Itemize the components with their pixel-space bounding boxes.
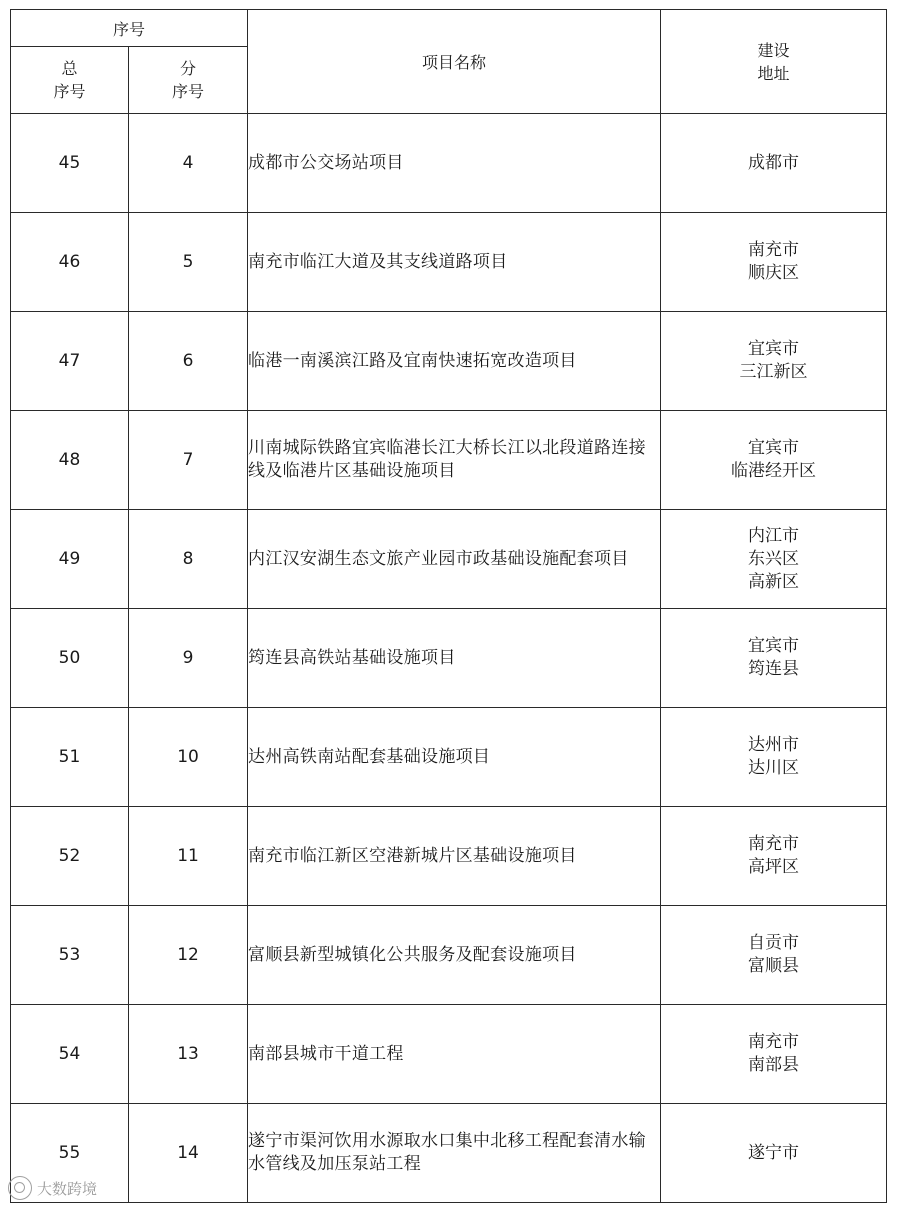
- table-row: [11, 708, 887, 807]
- sub-seq-cell: 13: [129, 1005, 248, 1104]
- brand-logo-icon: [8, 1176, 32, 1200]
- table-row: [11, 1104, 887, 1203]
- total-seq-cell: 45: [11, 114, 129, 213]
- sub-seq-cell: 7: [129, 411, 248, 510]
- watermark-text: 大数跨境: [37, 1179, 98, 1198]
- project-name-cell: 成都市公交场站项目: [248, 114, 661, 213]
- sub-seq-cell: 4: [129, 114, 248, 213]
- sub-seq-cell: 12: [129, 906, 248, 1005]
- total-seq-cell: 46: [11, 213, 129, 312]
- address-cell: 遂宁市: [661, 1104, 887, 1203]
- project-name-cell: 富顺县新型城镇化公共服务及配套设施项目: [248, 906, 661, 1005]
- table-row: [11, 807, 887, 906]
- project-name-cell: 南充市临江新区空港新城片区基础设施项目: [248, 807, 661, 906]
- header-address: 建设 地址: [661, 10, 887, 114]
- watermark: [8, 1176, 97, 1200]
- table-row: [11, 906, 887, 1005]
- sub-seq-cell: 14: [129, 1104, 248, 1203]
- total-seq-cell: 55: [11, 1104, 129, 1203]
- table-row: [11, 609, 887, 708]
- sub-seq-cell: 10: [129, 708, 248, 807]
- project-name-cell: 内江汉安湖生态文旅产业园市政基础设施配套项目: [248, 510, 661, 609]
- total-seq-cell: 49: [11, 510, 129, 609]
- header-sub-seq: 分 序号: [129, 47, 248, 114]
- sub-seq-cell: 5: [129, 213, 248, 312]
- project-name-cell: 南部县城市干道工程: [248, 1005, 661, 1104]
- total-seq-cell: 48: [11, 411, 129, 510]
- sub-seq-cell: 6: [129, 312, 248, 411]
- project-name-cell: 南充市临江大道及其支线道路项目: [248, 213, 661, 312]
- address-cell: 宜宾市 临港经开区: [661, 411, 887, 510]
- address-cell: 宜宾市 筠连县: [661, 609, 887, 708]
- address-cell: 南充市 南部县: [661, 1005, 887, 1104]
- total-seq-cell: 51: [11, 708, 129, 807]
- total-seq-cell: 50: [11, 609, 129, 708]
- total-seq-cell: 52: [11, 807, 129, 906]
- project-name-cell: 筠连县高铁站基础设施项目: [248, 609, 661, 708]
- address-cell: 宜宾市 三江新区: [661, 312, 887, 411]
- header-project-name: 项目名称: [248, 10, 661, 114]
- project-name-cell: 临港一南溪滨江路及宜南快速拓宽改造项目: [248, 312, 661, 411]
- project-name-cell: 遂宁市渠河饮用水源取水口集中北移工程配套清水输水管线及加压泵站工程: [248, 1104, 661, 1203]
- project-name-cell: 达州高铁南站配套基础设施项目: [248, 708, 661, 807]
- table-row: [11, 1005, 887, 1104]
- address-cell: 南充市 高坪区: [661, 807, 887, 906]
- address-cell: 自贡市 富顺县: [661, 906, 887, 1005]
- sub-seq-cell: 11: [129, 807, 248, 906]
- sub-seq-cell: 9: [129, 609, 248, 708]
- total-seq-cell: 47: [11, 312, 129, 411]
- table-row: [11, 312, 887, 411]
- address-cell: 成都市: [661, 114, 887, 213]
- project-table: [10, 9, 887, 1203]
- address-cell: 达州市 达川区: [661, 708, 887, 807]
- total-seq-cell: 53: [11, 906, 129, 1005]
- table-row: [11, 411, 887, 510]
- sub-seq-cell: 8: [129, 510, 248, 609]
- table-row: [11, 510, 887, 609]
- header-seq-group: 序号: [11, 10, 248, 47]
- table-row: [11, 114, 887, 213]
- table-row: [11, 213, 887, 312]
- header-total-seq: 总 序号: [11, 47, 129, 114]
- total-seq-cell: 54: [11, 1005, 129, 1104]
- address-cell: 内江市 东兴区 高新区: [661, 510, 887, 609]
- project-name-cell: 川南城际铁路宜宾临港长江大桥长江以北段道路连接线及临港片区基础设施项目: [248, 411, 661, 510]
- address-cell: 南充市 顺庆区: [661, 213, 887, 312]
